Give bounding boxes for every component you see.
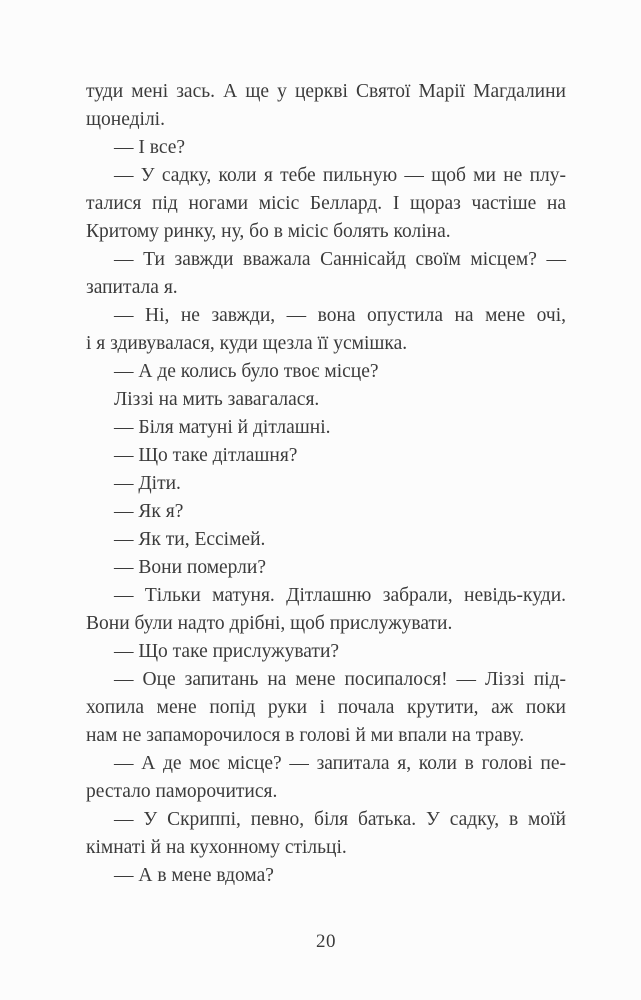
text-line: — Ні, не завжди, — вона опустила на мене очі, [114, 305, 566, 326]
text-line: хопила мене попід руки і почала крутити, аж поки [86, 697, 566, 718]
text-line: — А в мене вдома? [114, 865, 274, 886]
text-block [86, 78, 566, 890]
text-line: і я здивувалася, куди щезла її усмішка. [86, 333, 408, 354]
text-line: — Ти завжди вважала Саннісайд своїм місцем? — [114, 249, 566, 270]
text-line: — Що таке дітлашня? [114, 445, 298, 466]
text-line: — А де моє місце? — запитала я, коли в голові пе- [114, 753, 566, 774]
text-line: талися під ногами місіс Беллард. І щораз частіше на [86, 193, 566, 214]
text-line: — Тільки матуня. Дітлашню забрали, невідь-куди. [114, 585, 566, 606]
text-line: туди мені зась. А ще у церкві Святої Марії Магдалини [86, 81, 566, 102]
text-line: кімнаті й на кухонному стільці. [86, 837, 347, 858]
text-line: нам не запаморочилося в голові й ми впали на траву. [86, 725, 525, 746]
text-line: — І все? [114, 137, 186, 158]
text-line: щонеділі. [86, 109, 165, 130]
text-line: Критому ринку, ну, бо в місіс болять коліна. [86, 221, 451, 242]
text-line: — Біля матуні й дітлашні. [114, 417, 331, 438]
text-line: — Діти. [114, 473, 181, 494]
text-line: — У Скриппі, певно, біля батька. У садку, в моїй [114, 809, 566, 830]
text-line: Ліззі на мить завагалася. [114, 389, 320, 410]
text-line: — Як ти, Ессімей. [114, 529, 266, 550]
text-line: рестало паморочитися. [86, 781, 278, 802]
text-line: — Як я? [114, 501, 184, 522]
text-line: — Оце запитань на мене посипалося! — Ліззі під- [114, 669, 566, 690]
text-line: — А де колись було твоє місце? [114, 361, 379, 382]
text-line: запитала я. [86, 277, 178, 298]
text-line: Вони були надто дрібні, щоб прислужувати. [86, 613, 453, 634]
text-line: — Що таке прислужувати? [114, 641, 340, 662]
text-line: — Вони померли? [114, 557, 267, 578]
page-number: 20 [316, 931, 336, 952]
text-line: — У садку, коли я тебе пильную — щоб ми не плу- [114, 165, 566, 186]
